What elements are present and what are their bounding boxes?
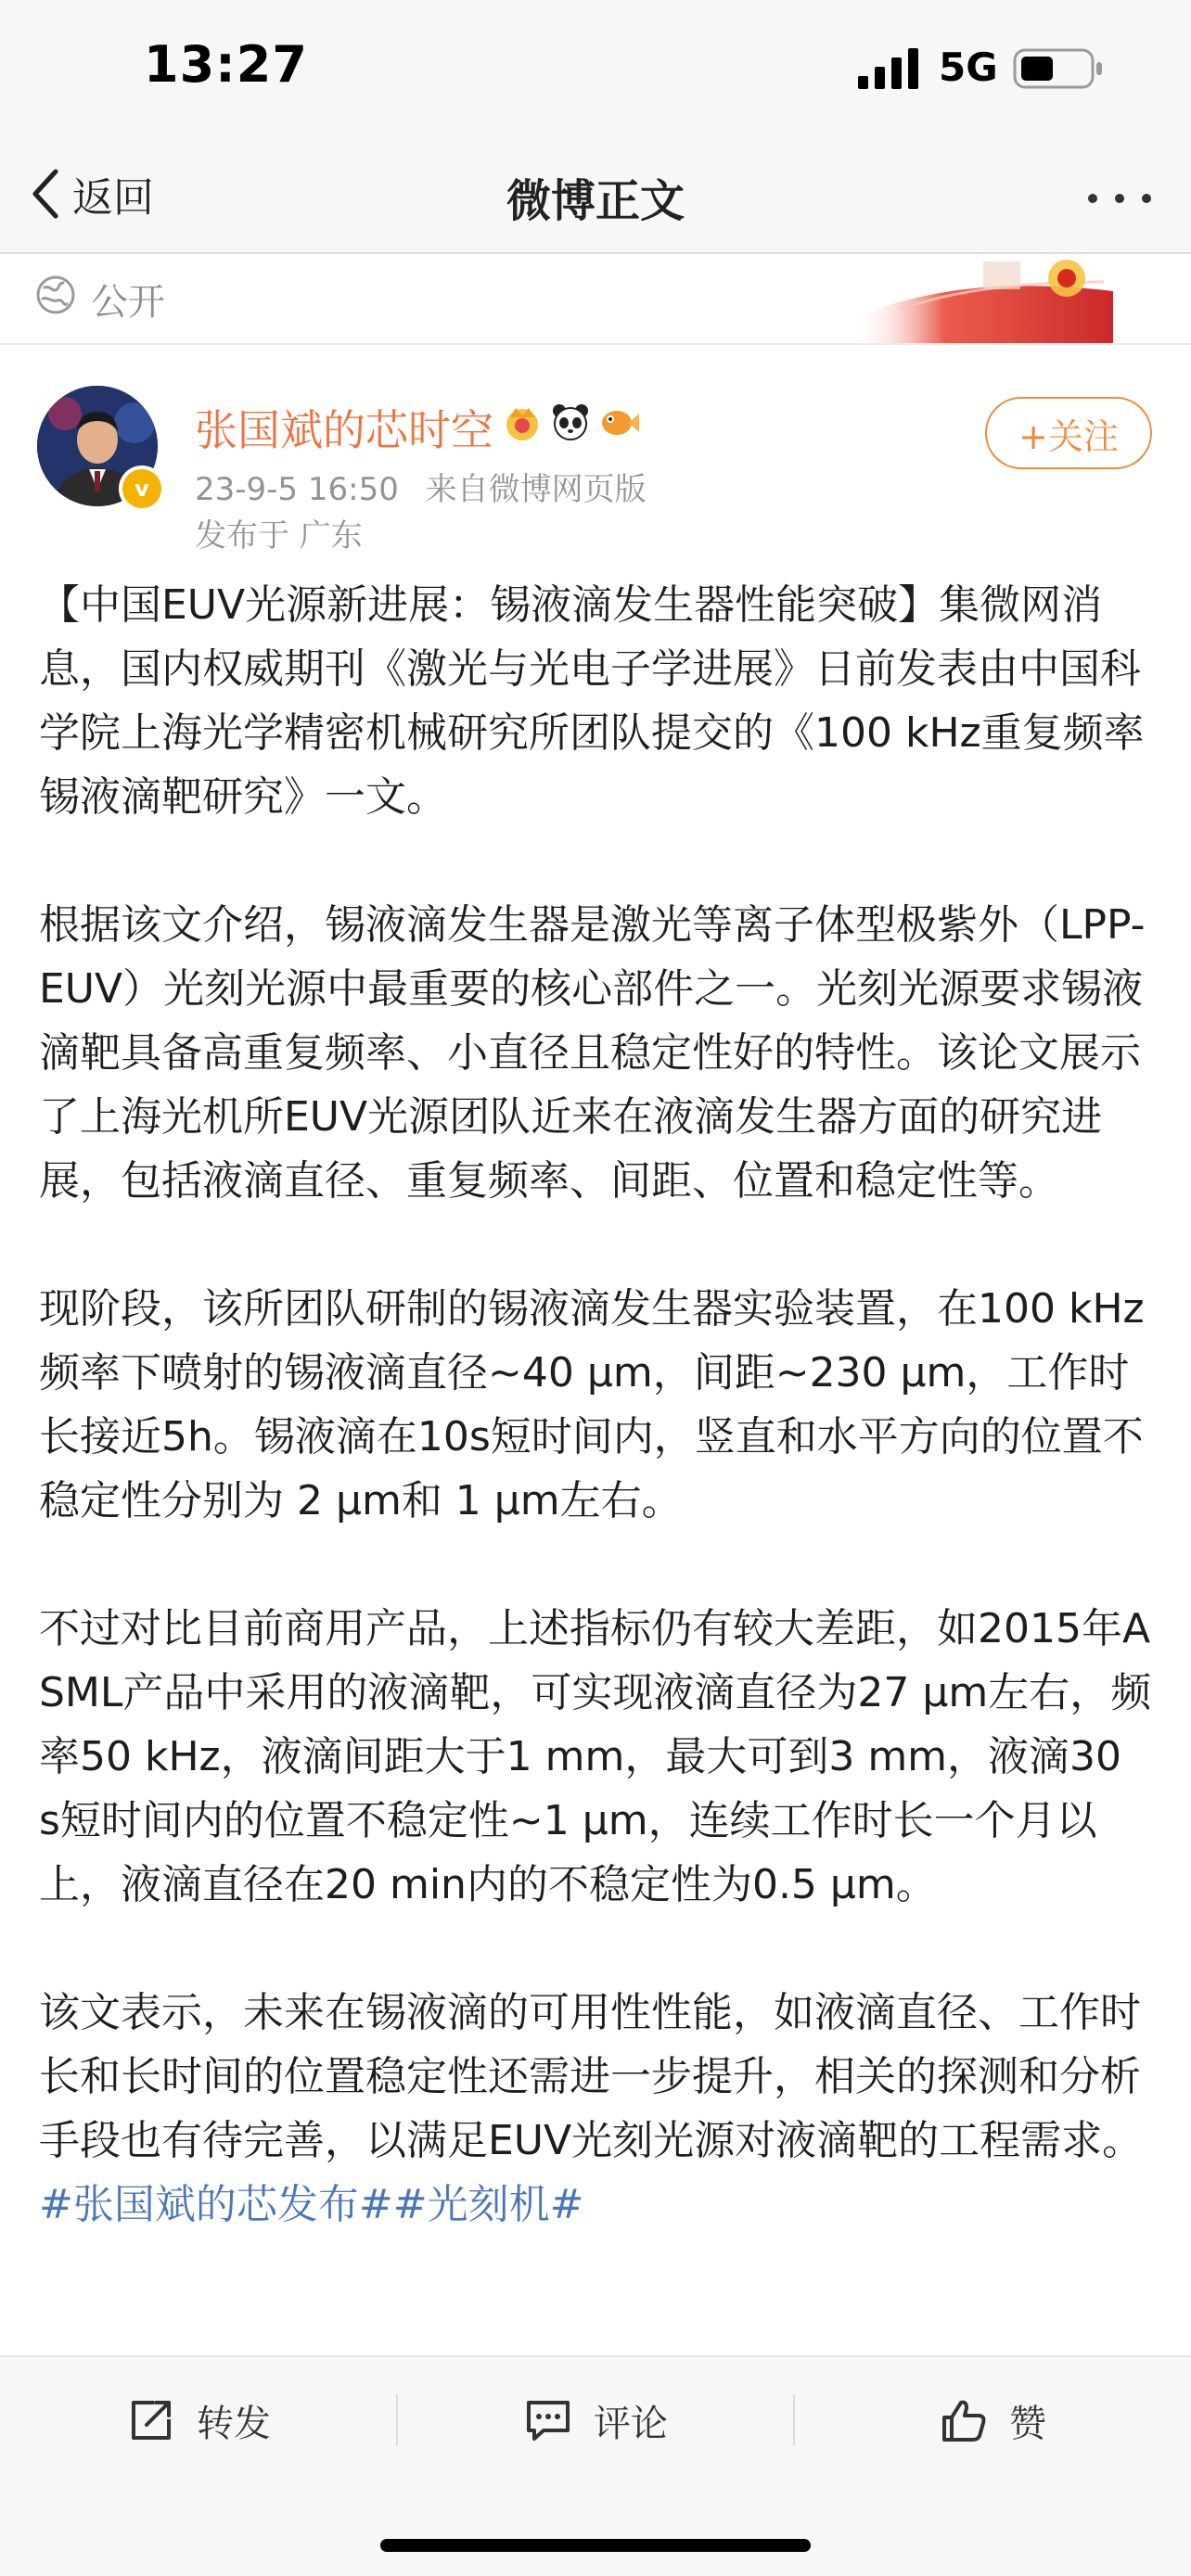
post-paragraph-last (39, 1981, 1152, 2237)
post-paragraph: 现阶段，该所团队研制的锡液滴发生器实验装置，在100 kHz频率下喷射的锡液滴直径~40 μm，间距~230 μm，工作时长接近5h。锡液滴在10s短时间内，竖直和水平方向的位置不稳定性分别为 2 μm和 1 μm左右。 (39, 1285, 1145, 1524)
battery-icon (1013, 46, 1104, 91)
post-paragraph: 【中国EUV光源新进展：锡液滴发生器性能突破】集微网消息，国内权威期刊《激光与光电子学进展》日前发表由中国科学院上海光学精密机械研究所团队提交的《100 kHz重复频率锡液滴靶研究》一文。 (39, 581, 1145, 821)
follow-button[interactable]: +关注 (985, 397, 1152, 469)
visibility-label: 公开 (91, 281, 165, 324)
author-name[interactable]: 张国斌的芯时空 (195, 405, 493, 455)
post-time: 23-9-5 16:50 (195, 471, 399, 508)
like-label: 赞 (1009, 2402, 1046, 2445)
repost-label: 转发 (197, 2402, 271, 2445)
more-dots-icon[interactable] (1085, 189, 1154, 208)
author-header (0, 345, 1191, 555)
home-indicator-area (0, 2481, 1191, 2576)
status-bar (0, 0, 1191, 139)
comment-icon (523, 2395, 573, 2445)
globe-icon (35, 274, 76, 315)
post-body (39, 573, 1152, 2237)
comment-label: 评论 (594, 2402, 668, 2445)
page-title: 微博正文 (506, 175, 685, 227)
fish-badge-icon[interactable] (597, 401, 640, 443)
post-source: 来自微博网页版 (425, 471, 647, 508)
author-badges (501, 401, 640, 445)
verified-badge: v (119, 465, 165, 512)
like-button[interactable] (794, 2357, 1191, 2483)
network-type: 5G (939, 45, 998, 90)
visibility-row (0, 254, 1191, 345)
repost-icon (126, 2395, 176, 2445)
action-bar (0, 2355, 1191, 2483)
comment-button[interactable] (397, 2357, 794, 2483)
post-paragraph: 根据该文介绍，锡液滴发生器是激光等离子体型极紫外（LPP-EUV）光刻光源中最重要的核心部件之一。光刻光源要求锡液滴靶具备高重复频率、小直径且稳定性好的特性。该论文展示了上海光机所EUV光源团队近来在液滴发生器方面的研究进展，包括液滴直径、重复频率、间距、位置和稳定性等。 (39, 901, 1146, 1205)
status-time: 13:27 (144, 35, 308, 94)
post-location: 发布于 广东 (195, 517, 363, 555)
back-label: 返回 (72, 174, 154, 222)
post-meta (195, 464, 663, 509)
national-emblem-banner-decoration (844, 254, 1122, 343)
hashtag-link[interactable]: #光刻机# (392, 2181, 584, 2228)
panda-badge-icon[interactable] (549, 401, 592, 443)
post-paragraph-text: 该文表示，未来在锡液滴的可用性性能，如液滴直径、工作时长和长时间的位置稳定性还需进一步提升，相关的探测和分析手段也有待完善，以满足EUV光刻光源对液滴靶的工程需求。 (39, 1989, 1144, 2164)
cellular-signal-icon (858, 48, 919, 89)
thumbs-up-icon (939, 2395, 989, 2445)
navigation-bar (0, 139, 1191, 254)
home-indicator[interactable] (380, 2539, 811, 2552)
repost-button[interactable] (0, 2357, 397, 2483)
hashtag-link[interactable]: #张国斌的芯发布# (39, 2181, 393, 2228)
crown-badge-icon[interactable] (501, 401, 544, 443)
post-paragraph: 不过对比目前商用产品，上述指标仍有较大差距，如2015年ASML产品中采用的液滴靶，可实现液滴直径为27 μm左右，频率50 kHz，液滴间距大于1 mm，最大可到3 mm，液滴30 s短时间内的位置不稳定性~1 μm，连续工作时长一个月以上，液滴直径在20 min内的不稳定性为0.5 μm。 (39, 1605, 1152, 1908)
